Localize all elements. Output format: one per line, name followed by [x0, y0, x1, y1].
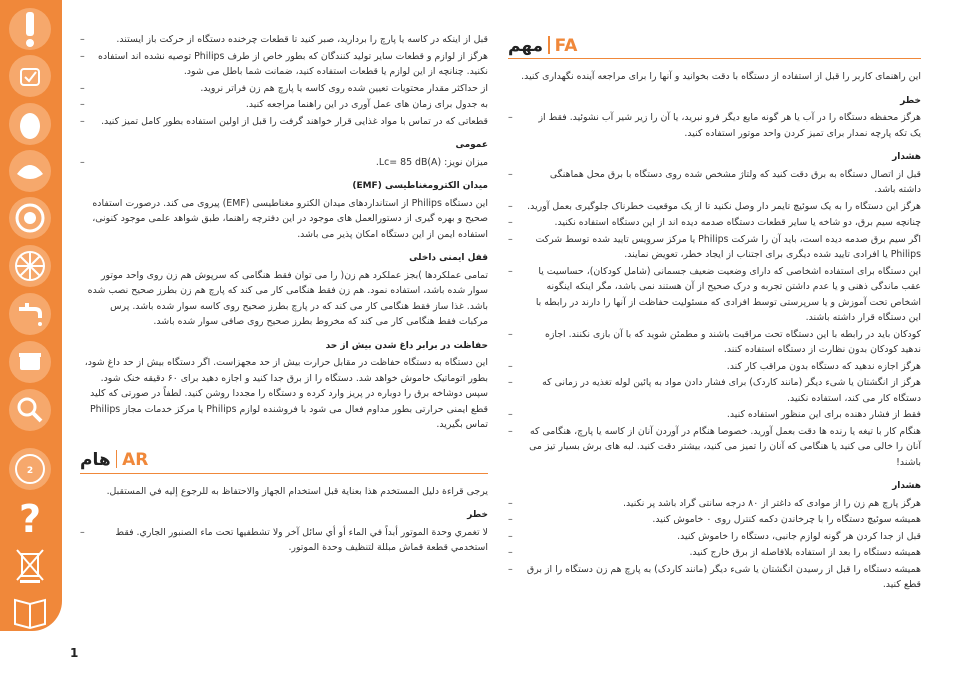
list-item: همیشه دستگاه را بعد از استفاده بلافاصله از برق خارج کنید. –	[526, 545, 921, 561]
emf-text: این دستگاه Philips از استانداردهای میدان الکترو مغناطیسی (EMF) پیروی می کند. درصورت استفاده صحیح و بهره گیری از دستورالعمل های موجود در این دفترچه راهنما، طبق شواهد علمی موجود کنونی، استفاده ایمن از این دستگاه امکان پذیر می باشد.	[92, 197, 488, 240]
noise-level: میزان نویز: Lc= 85 dB(A). –	[98, 155, 488, 171]
list-item: اگر سیم برق صدمه دیده است، باید آن را شرکت Philips یا مرکز سرویس تایید شده توسط شرکت Philips یا افرادی تایید شده دیگری برای اجتناب از ایجاد خطر، تعویض نمایند. –	[526, 232, 921, 263]
book-icon	[7, 588, 53, 634]
list-item: هرگز از انگشتان یا شیء دیگر (مانند کاردک) برای فشار دادن مواد به پائین لوله تغذیه در زمانی که دستگاه کار می کند، استفاده نکنید. –	[526, 375, 921, 406]
list-item: این دستگاه برای استفاده اشخاصی که دارای وضعیت ضعیف جسمانی (شامل کودکان)، حساسیت یا عقب ماندگی ذهنی و یا عدم داشتن تجربه و درک صحیح از آن هستند نمی باشد، مگر اینکه اینگونه اشخاص تحت آموزش و یا سرپرستی توسط افرادی که مسئولیت حفاظت از آنها را دارند در رابطه با این دستگاه قرار داشته باشند. –	[526, 264, 921, 326]
world-wide-guarantee-icon	[7, 446, 53, 492]
click-and-go-icon	[7, 53, 53, 99]
list-item: هرگز پارچ هم زن را از موادی که داغتر از ۸۰ درجه سانتی گراد باشد پر نکنید. –	[526, 496, 921, 512]
left-column	[80, 32, 488, 557]
ar-title: هام	[80, 450, 111, 470]
question-icon	[7, 494, 53, 540]
fa-intro: این راهنمای کاربر را قبل از استفاده از دستگاه با دقت بخوانید و آنها را برای مراجعه آینده نگهداری کنید.	[521, 71, 921, 82]
orange-slice-icon	[7, 243, 53, 289]
citrus-icon	[7, 148, 53, 194]
list-item: همیشه دستگاه را قبل از رسیدن انگشتان یا شیء دیگر (مانند کاردک) به پارچ هم زن دستگاه را از برق قطع کنید. –	[526, 562, 921, 593]
list-item: هرگز اجازه ندهید که دستگاه بدون مراقب کار کند. –	[526, 359, 921, 375]
list-item: هرگز از لوازم و قطعات سایر تولید کنندگان که بطور خاص از طرف Philips توصیه نشده اند استفاده نکنید. چنانچه از این لوازم یا قطعات استفاده کنید، ضمانت شما باطل می شود. –	[98, 49, 488, 80]
left-top-bullets	[80, 32, 488, 129]
egg-icon	[7, 101, 53, 147]
lock-heading: قفل ایمنی داخلی	[409, 253, 488, 263]
lemon-slice-icon	[7, 195, 53, 241]
list-item: به جدول برای زمان های عمل آوری در این راهنما مراجعه کنید. –	[98, 97, 488, 113]
list-item: همیشه سوئیچ دستگاه را با چرخاندن دکمه کنترل روی ۰ خاموش کنید. –	[526, 512, 921, 528]
list-item: قبل از اتصال دستگاه به برق دقت کنید که ولتاژ مشخص شده روی دستگاه با برق محل هماهنگی داشته باشد. –	[526, 167, 921, 198]
list-item: قبل از اینکه در کاسه یا پارچ را بردارید، صبر کنید تا قطعات چرخنده دستگاه از حرکت باز ایستند. –	[98, 32, 488, 48]
list-item: هنگام کار با تیغه یا رنده ها دقت بعمل آورید. خصوصا هنگام در آوردن آنان از کاسه یا پارچ، هنگامی که آنان را خالی می کنید یا هنگامی که آنان را تمیز می کنید، بیشتر دقت کنید. لبه های برش بسیار تیز می باشند! –	[526, 424, 921, 471]
list-item: هرگز محفظه دستگاه را در آب یا هر گونه مایع دیگر فرو نبرید، یا آن را زیر شیر آب نشوئید. فقط از یک تکه پارچه نمدار برای تمیز کردن واحد موتور استفاده کنید. –	[526, 110, 921, 141]
emf-heading: میدان الکترومغناطیسی (EMF)	[352, 181, 488, 191]
overheat-heading: حفاظت در برابر داغ شدن بیش از حد	[325, 340, 488, 351]
danger-heading: خطر	[900, 95, 921, 106]
svg-text:2: 2	[26, 466, 34, 476]
crossed-bin-icon	[7, 542, 53, 588]
list-item: از حداکثر مقدار محتویات تعیین شده روی کاسه یا پارچ هم زن فراتر نروید. –	[98, 81, 488, 97]
list-item: قبل از جدا کردن هر گونه لوازم جانبی، دستگاه را خاموش کنید. –	[526, 529, 921, 545]
list-item: کودکان باید در رابطه با این دستگاه تحت مراقبت باشند و مطمئن شوید که با آن بازی نکنند. اجازه ندهید کودکان بدون نظارت از دستگاه استفاده کنند. –	[526, 327, 921, 358]
page-number: 1	[70, 646, 79, 660]
caution-heading: هشدار	[892, 481, 921, 491]
exclamation-icon	[7, 6, 53, 52]
magnifier-icon	[7, 387, 53, 433]
storage-box-icon	[7, 339, 53, 385]
fa-code: FA	[554, 35, 578, 56]
fa-section-header	[508, 30, 921, 59]
right-column	[508, 30, 921, 594]
svg-text:?: ?	[18, 497, 42, 540]
ar-danger-heading: خطر	[467, 510, 488, 520]
warning-heading: هشدار	[892, 152, 921, 162]
fa-title: مهم	[508, 35, 544, 56]
ar-intro: يرجى قراءة دليل المستخدم هذا بعناية قبل استخدام الجهاز والاحتفاظ به للرجوع إليه في المستقبل.	[106, 485, 488, 497]
ar-section-header	[80, 445, 488, 474]
faucet-icon	[7, 291, 53, 337]
list-item: لا تغمري وحدة الموتور أبداً في الماء أو أي سائل آخر ولا تشطفيها تحت ماء الصنبور الجاري. فقط استخدمي قطعة قماش مبللة لتنظيف وحدة الموتور. –	[98, 525, 488, 556]
overheat-text: این دستگاه به دستگاه حفاظت در مقابل حرارت بیش از حد مجهزاست. اگر دستگاه بیش از حد داغ شود، بطور اتوماتیک خاموش خواهد شد. دستگاه را از برق جدا کنید و اجازه دهید برای ۶۰ دقیقه خنک شود. سپس دوشاخه برق را دوباره در پریز وارد کرده و دستگاه را مجددا روشن کنید. لطفاً در صورتی که کلید قطع ایمنی حرارتی بطور مداوم فعال می شود با فروشنده لوازم Philips یا مرکز خدمات مجاز Philips تماس بگیرید.	[84, 357, 488, 430]
ar-code: AR	[122, 450, 149, 470]
list-item: قطعاتی که در تماس با مواد غذایی قرار خواهند گرفت را قبل از اولین استفاده بطور کامل تمیز کنید. –	[98, 114, 488, 130]
list-item: فقط از فشار دهنده برای این منظور استفاده کنید. –	[526, 407, 921, 423]
general-heading: عمومی	[455, 140, 488, 150]
list-item: هرگز این دستگاه را به یک سوئیچ تایمر دار وصل نکنید تا از یک موقعیت خطرناک جلوگیری بعمل آورید. –	[526, 199, 921, 215]
list-item: چنانچه سیم برق، دو شاخه یا سایر قطعات دستگاه صدمه دیده اند از این دستگاه استفاده نکنید. –	[526, 215, 921, 231]
sidebar	[0, 0, 62, 631]
lock-text: تمامی عملکردها )بجز عملکرد هم زن( را می توان فقط هنگامی که سرپوش هم زن روی واحد موتور سوار شده باشد، استفاده نمود. هم زن فقط هنگامی کار می کند که پارچ هم زن بطرز صحیح نصب شده باشد. غذا ساز فقط هنگامی کار می کند که در پارچ بطرز صحیح روی کاسه سوار شده باشد. پرس مرکبات فقط هنگامی کار می کند که مخروط بطرز صحیح روی صافی سوار شده باشد.	[87, 269, 488, 327]
